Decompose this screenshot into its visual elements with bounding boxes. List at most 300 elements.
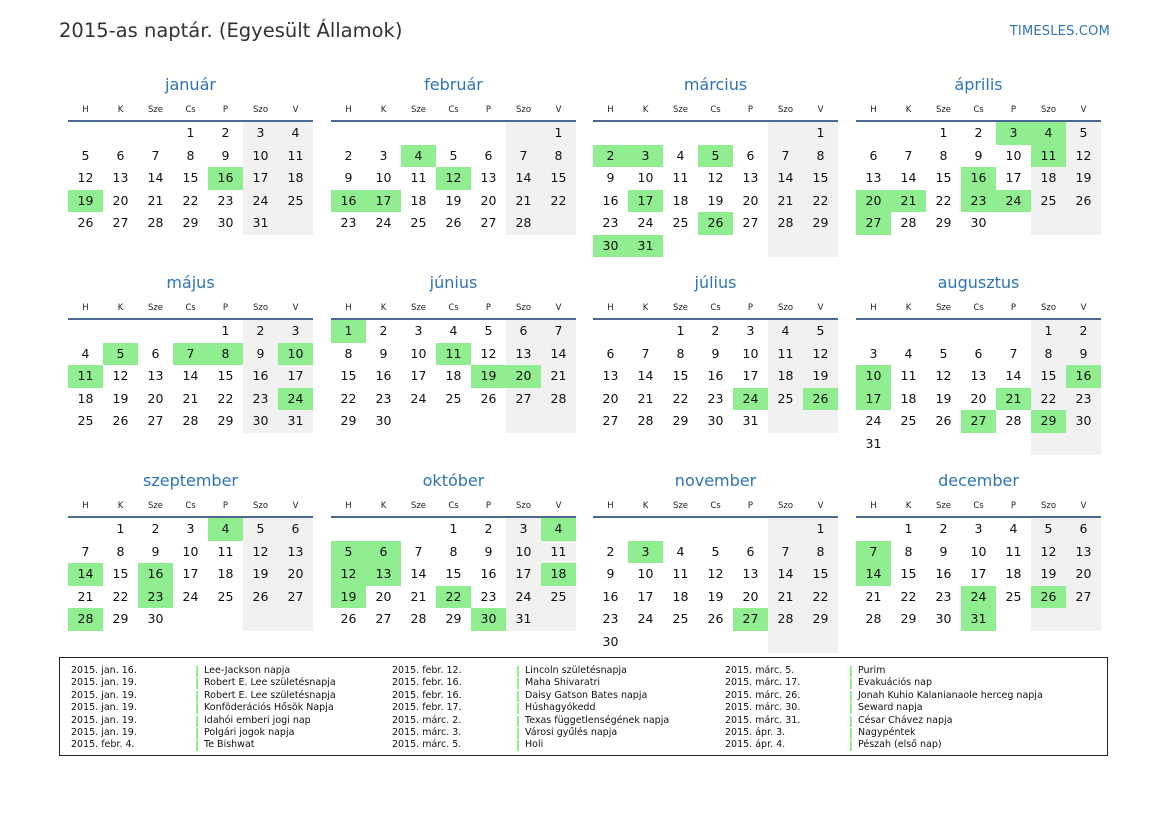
weekday-label: P — [222, 303, 229, 313]
day-cell: 7 — [856, 541, 891, 564]
weekday-label: Sze — [672, 501, 689, 511]
day-cell: 26 — [1031, 586, 1066, 609]
weekday-header — [593, 298, 838, 320]
day-cell: 15 — [672, 368, 689, 383]
day-cell: 28 — [1005, 413, 1022, 428]
weekday-header — [856, 298, 1101, 320]
legend-date: 2015. ápr. 3. — [725, 726, 786, 738]
empty-day-cell — [1031, 433, 1066, 456]
day-cell: 15 — [803, 563, 838, 586]
day-cell: 6 — [869, 147, 878, 163]
week-row — [331, 190, 576, 213]
day-cell: 11 — [278, 145, 313, 168]
day-cell: 12 — [1066, 145, 1101, 168]
day-cell: 12 — [935, 368, 952, 383]
day-cell: 4 — [1009, 521, 1018, 536]
day-cell: 29 — [803, 608, 838, 631]
day-cell: 2 — [484, 521, 493, 536]
weekday-label: Szo — [1040, 501, 1057, 511]
weekday-label: H — [870, 303, 877, 313]
empty-day-cell — [996, 212, 1031, 235]
day-cell: 23 — [243, 388, 278, 411]
day-cell: 15 — [1031, 365, 1066, 388]
week-row — [856, 563, 1101, 586]
empty-day-cell — [663, 631, 698, 654]
legend-date: 2015. márc. 17. — [725, 677, 801, 689]
day-cell: 24 — [637, 215, 654, 230]
legend-color-marker — [196, 666, 198, 677]
day-cell: 10 — [637, 170, 654, 185]
day-cell: 29 — [340, 413, 357, 428]
day-cell: 3 — [996, 122, 1031, 145]
week-row — [331, 343, 576, 366]
empty-day-cell — [996, 320, 1031, 343]
week-row — [331, 410, 576, 433]
weekday-label: P — [1010, 105, 1017, 115]
empty-day-cell — [698, 518, 733, 541]
weekday-label: H — [607, 501, 614, 511]
empty-day-cell — [803, 631, 838, 654]
empty-day-cell — [331, 518, 366, 541]
month-2 — [593, 74, 838, 257]
legend-color-marker — [850, 678, 852, 689]
legend-item — [71, 677, 336, 689]
week-row — [68, 122, 313, 145]
day-cell: 30 — [707, 413, 724, 428]
day-cell: 11 — [217, 543, 234, 559]
day-cell: 19 — [803, 365, 838, 388]
week-row — [68, 145, 313, 168]
day-cell: 25 — [278, 190, 313, 213]
day-cell: 9 — [484, 543, 493, 559]
legend-holiday-name: Jonah Kuhio Kalanianaole herceg napja — [858, 689, 1043, 701]
legend-item — [725, 727, 1043, 739]
legend-color-marker — [517, 703, 519, 714]
day-cell: 17 — [970, 566, 987, 581]
day-cell: 4 — [278, 122, 313, 145]
day-cell: 19 — [112, 390, 129, 406]
day-cell: 9 — [344, 170, 353, 185]
day-cell: 14 — [856, 563, 891, 586]
day-cell: 4 — [449, 323, 458, 338]
day-cell: 13 — [1066, 541, 1101, 564]
weekday-label: Sze — [410, 105, 427, 115]
week-row — [68, 190, 313, 213]
weekday-label: Cs — [710, 303, 721, 313]
empty-day-cell — [996, 608, 1031, 631]
weekday-label: Cs — [973, 105, 984, 115]
day-cell: 14 — [147, 170, 164, 185]
day-cell: 30 — [147, 611, 164, 626]
week-row — [856, 410, 1101, 433]
day-cell: 1 — [541, 122, 576, 145]
day-cell: 5 — [243, 518, 278, 541]
day-cell: 30 — [1066, 410, 1101, 433]
day-cell: 11 — [1005, 543, 1022, 559]
day-cell: 9 — [221, 147, 230, 163]
day-cell: 4 — [401, 145, 436, 168]
day-cell: 16 — [961, 167, 996, 190]
week-row — [593, 410, 838, 433]
week-row — [593, 212, 838, 235]
weekday-header — [68, 298, 313, 320]
day-cell: 27 — [278, 586, 313, 609]
weekday-label: Szo — [1040, 303, 1057, 313]
day-cell: 30 — [593, 235, 628, 258]
day-cell: 6 — [746, 543, 755, 559]
week-row — [856, 167, 1101, 190]
day-cell: 5 — [331, 541, 366, 564]
day-cell: 11 — [436, 343, 471, 366]
empty-day-cell — [663, 235, 698, 258]
day-cell: 14 — [768, 563, 803, 586]
day-cell: 12 — [77, 170, 94, 185]
day-cell: 30 — [935, 611, 952, 626]
day-cell: 5 — [81, 147, 90, 163]
day-cell: 5 — [449, 147, 458, 163]
weekday-label: Cs — [448, 105, 459, 115]
day-cell: 18 — [217, 566, 234, 581]
day-cell: 22 — [900, 588, 917, 604]
legend-holiday-name: Holi — [525, 739, 544, 751]
day-cell: 18 — [1005, 566, 1022, 581]
day-cell: 13 — [278, 541, 313, 564]
weekday-label: P — [485, 303, 492, 313]
empty-day-cell — [733, 122, 768, 145]
empty-day-cell — [803, 410, 838, 433]
day-cell: 23 — [602, 611, 619, 626]
day-cell: 7 — [641, 345, 650, 361]
day-cell: 11 — [410, 170, 427, 185]
weekday-label: Szo — [515, 501, 532, 511]
legend-date: 2015. jan. 19. — [71, 714, 137, 726]
day-cell: 6 — [606, 345, 615, 361]
week-row — [593, 388, 838, 411]
day-cell: 12 — [707, 566, 724, 581]
day-cell: 17 — [1005, 170, 1022, 185]
week-row — [856, 608, 1101, 631]
month-8 — [68, 470, 313, 631]
day-cell: 2 — [974, 125, 983, 140]
empty-day-cell — [401, 518, 436, 541]
weekday-label: K — [380, 501, 387, 511]
month-6 — [593, 272, 838, 433]
empty-day-cell — [506, 410, 541, 433]
empty-day-cell — [628, 518, 663, 541]
day-cell: 7 — [414, 543, 423, 559]
day-cell: 14 — [68, 563, 103, 586]
empty-day-cell — [1031, 608, 1066, 631]
weekday-label: P — [1010, 303, 1017, 313]
day-cell: 11 — [768, 343, 803, 366]
legend-date: 2015. jan. 19. — [71, 726, 137, 738]
brand-link[interactable]: TIMESLES.COM — [1009, 24, 1110, 39]
weekday-label: V — [1080, 303, 1087, 313]
day-cell: 16 — [243, 365, 278, 388]
day-cell: 14 — [182, 368, 199, 383]
weekday-label: K — [642, 303, 649, 313]
week-row — [331, 145, 576, 168]
day-cell: 16 — [602, 192, 619, 208]
legend-date: 2015. márc. 31. — [725, 714, 801, 726]
day-cell: 28 — [768, 608, 803, 631]
weekday-label: Sze — [147, 501, 164, 511]
legend-holiday-name: Idahói emberi jogi nap — [204, 714, 311, 726]
day-cell: 20 — [742, 588, 759, 604]
day-cell: 19 — [1066, 167, 1101, 190]
day-cell: 21 — [182, 390, 199, 406]
month-name: január — [165, 75, 216, 94]
day-cell: 16 — [208, 167, 243, 190]
day-cell: 22 — [182, 192, 199, 208]
day-cell: 11 — [541, 541, 576, 564]
day-cell: 10 — [243, 145, 278, 168]
day-cell: 28 — [541, 388, 576, 411]
week-row — [331, 167, 576, 190]
empty-day-cell — [663, 518, 698, 541]
day-cell: 10 — [856, 365, 891, 388]
day-cell: 22 — [672, 390, 689, 406]
empty-day-cell — [628, 631, 663, 654]
day-cell: 24 — [278, 388, 313, 411]
empty-day-cell — [628, 122, 663, 145]
day-cell: 2 — [606, 543, 615, 559]
day-cell: 18 — [768, 365, 803, 388]
day-cell: 4 — [81, 345, 90, 361]
weekday-label: H — [607, 105, 614, 115]
day-cell: 12 — [480, 345, 497, 361]
weekday-label: Szo — [515, 303, 532, 313]
week-row — [593, 365, 838, 388]
day-cell: 3 — [506, 518, 541, 541]
day-cell: 27 — [961, 410, 996, 433]
day-cell: 15 — [112, 566, 129, 581]
day-cell: 10 — [506, 541, 541, 564]
day-cell: 31 — [865, 435, 882, 451]
day-cell: 10 — [182, 543, 199, 559]
day-cell: 2 — [221, 125, 230, 140]
day-cell: 25 — [1005, 588, 1022, 604]
day-cell: 15 — [445, 566, 462, 581]
empty-day-cell — [996, 433, 1031, 456]
day-cell: 10 — [1005, 147, 1022, 163]
day-cell: 24 — [865, 413, 882, 428]
day-cell: 28 — [182, 413, 199, 428]
day-cell: 13 — [742, 566, 759, 581]
day-cell: 2 — [711, 323, 720, 338]
day-cell: 31 — [506, 608, 541, 631]
weekday-label: K — [380, 303, 387, 313]
legend-item — [392, 690, 669, 702]
day-cell: 19 — [445, 192, 462, 208]
day-cell: 25 — [900, 413, 917, 428]
day-cell: 1 — [803, 518, 838, 541]
day-cell: 3 — [379, 147, 388, 163]
legend-holiday-name: Polgári jogok napja — [204, 726, 295, 738]
holiday-legend — [59, 657, 1108, 756]
legend-holiday-name: Nagypéntek — [858, 726, 916, 738]
week-row — [856, 586, 1101, 609]
day-cell: 18 — [672, 588, 689, 604]
day-cell: 14 — [637, 368, 654, 383]
legend-holiday-name: Texas függetlenségének napja — [525, 714, 670, 726]
day-cell: 31 — [742, 413, 759, 428]
day-cell: 15 — [340, 368, 357, 383]
day-cell: 3 — [746, 323, 755, 338]
day-cell: 27 — [1066, 586, 1101, 609]
day-cell: 31 — [628, 235, 663, 258]
day-cell: 20 — [147, 390, 164, 406]
day-cell: 9 — [711, 345, 720, 361]
legend-item — [725, 690, 1043, 702]
empty-day-cell — [1031, 212, 1066, 235]
day-cell: 29 — [900, 611, 917, 626]
week-row — [856, 212, 1101, 235]
legend-color-marker — [850, 728, 852, 739]
week-row — [856, 343, 1101, 366]
day-cell: 19 — [331, 586, 366, 609]
day-cell: 23 — [375, 390, 392, 406]
day-cell: 22 — [217, 390, 234, 406]
day-cell: 9 — [151, 543, 160, 559]
weekday-label: P — [747, 105, 754, 115]
month-name: augusztus — [937, 273, 1020, 292]
month-5 — [331, 272, 576, 433]
day-cell: 29 — [217, 413, 234, 428]
legend-date: 2015. jan. 19. — [71, 689, 137, 701]
legend-holiday-name: Maha Shivaratri — [525, 677, 601, 689]
day-cell: 2 — [379, 323, 388, 338]
day-cell: 2 — [593, 145, 628, 168]
day-cell: 27 — [742, 215, 759, 230]
empty-day-cell — [331, 122, 366, 145]
day-cell: 24 — [182, 588, 199, 604]
weekday-header — [68, 496, 313, 518]
empty-day-cell — [103, 122, 138, 145]
day-cell: 21 — [891, 190, 926, 213]
day-cell: 11 — [900, 368, 917, 383]
weekday-label: H — [345, 105, 352, 115]
day-cell: 6 — [746, 147, 755, 163]
weekday-header — [331, 298, 576, 320]
day-cell: 8 — [803, 145, 838, 168]
weekday-label: Cs — [185, 105, 196, 115]
day-cell: 21 — [77, 588, 94, 604]
weekday-label: K — [905, 303, 912, 313]
week-row — [593, 631, 838, 654]
empty-day-cell — [1066, 608, 1101, 631]
day-cell: 16 — [707, 368, 724, 383]
week-row — [68, 388, 313, 411]
legend-holiday-name: Seward napja — [858, 702, 923, 714]
day-cell: 6 — [1066, 518, 1101, 541]
legend-color-marker — [517, 728, 519, 739]
empty-day-cell — [698, 235, 733, 258]
week-row — [68, 586, 313, 609]
day-cell: 16 — [375, 368, 392, 383]
day-cell: 13 — [865, 170, 882, 185]
week-row — [331, 388, 576, 411]
week-row — [593, 320, 838, 343]
legend-date: 2015. febr. 12. — [392, 665, 462, 676]
day-cell: 27 — [112, 215, 129, 230]
day-cell: 8 — [803, 541, 838, 564]
day-cell: 21 — [637, 390, 654, 406]
weekday-label: H — [82, 501, 89, 511]
day-cell: 12 — [707, 170, 724, 185]
empty-day-cell — [436, 410, 471, 433]
weekday-label: P — [485, 105, 492, 115]
weekday-label: V — [817, 105, 824, 115]
week-row — [856, 518, 1101, 541]
legend-color-marker — [196, 728, 198, 739]
day-cell: 27 — [375, 611, 392, 626]
weekday-label: H — [82, 105, 89, 115]
day-cell: 4 — [904, 345, 913, 361]
legend-holiday-name: Konföderációs Hősök Napja — [204, 702, 334, 714]
day-cell: 3 — [186, 521, 195, 536]
day-cell: 18 — [672, 192, 689, 208]
day-cell: 1 — [803, 122, 838, 145]
day-cell: 5 — [484, 323, 493, 338]
legend-color-marker — [850, 703, 852, 714]
week-row — [68, 320, 313, 343]
legend-item — [71, 690, 336, 702]
month-9 — [331, 470, 576, 631]
empty-day-cell — [961, 433, 996, 456]
legend-color-marker — [850, 666, 852, 677]
weekday-label: Cs — [185, 501, 196, 511]
weekday-label: V — [292, 303, 299, 313]
day-cell: 10 — [742, 345, 759, 361]
month-name: május — [166, 273, 215, 292]
weekday-label: Szo — [252, 501, 269, 511]
day-cell: 4 — [208, 518, 243, 541]
weekday-label: Sze — [935, 303, 952, 313]
day-cell: 19 — [707, 588, 724, 604]
empty-day-cell — [856, 122, 891, 145]
legend-item — [392, 739, 669, 751]
weekday-label: Sze — [410, 303, 427, 313]
weekday-label: Szo — [252, 303, 269, 313]
day-cell: 1 — [186, 125, 195, 140]
day-cell: 22 — [803, 586, 838, 609]
day-cell: 28 — [506, 212, 541, 235]
day-cell: 20 — [602, 390, 619, 406]
day-cell: 1 — [449, 521, 458, 536]
empty-day-cell — [1066, 212, 1101, 235]
day-cell: 5 — [698, 145, 733, 168]
empty-day-cell — [926, 320, 961, 343]
legend-holiday-name: Pészah (első nap) — [858, 739, 942, 751]
day-cell: 8 — [344, 345, 353, 361]
empty-day-cell — [856, 320, 891, 343]
day-cell: 26 — [1066, 190, 1101, 213]
weekday-label: K — [117, 303, 124, 313]
empty-day-cell — [733, 631, 768, 654]
day-cell: 15 — [217, 368, 234, 383]
weekday-label: Szo — [252, 105, 269, 115]
legend-color-marker — [196, 678, 198, 689]
legend-color-marker — [850, 740, 852, 751]
day-cell: 19 — [68, 190, 103, 213]
day-cell: 5 — [1066, 122, 1101, 145]
week-row — [593, 145, 838, 168]
month-name: július — [694, 273, 737, 292]
empty-day-cell — [891, 433, 926, 456]
day-cell: 22 — [436, 586, 471, 609]
day-cell: 16 — [602, 588, 619, 604]
